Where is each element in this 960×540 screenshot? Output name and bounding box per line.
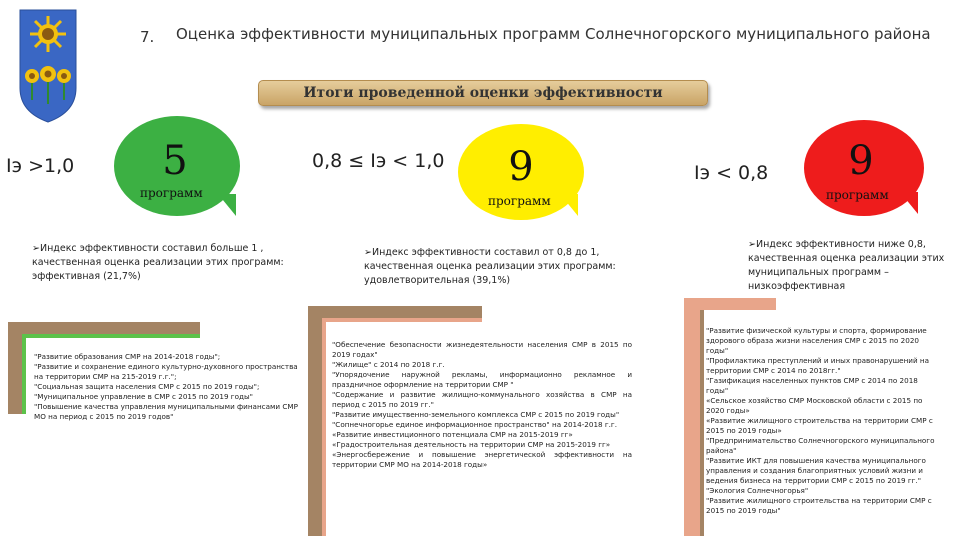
list-item: "Муниципальное управление в СМР с 2015 по 2019 годы" [34, 392, 253, 401]
program-list-high [34, 352, 306, 422]
list-item: "Жилище" с 2014 по 2018 г.г. [332, 360, 445, 369]
frame-bar [8, 322, 22, 414]
page-title: Оценка эффективности муниципальных программ Солнечногорского муниципального района [176, 25, 931, 43]
summary-low: ➢Индекс эффективности ниже 0,8, качественная оценка реализации этих муниципальных программ – низкоэффективная [748, 239, 945, 292]
circle-tail [900, 192, 918, 214]
condition-label-low: Iэ < 0,8 [694, 162, 769, 184]
list-item: "Развитие жилищного строительства на территории СМР с 2015 по 2019 годы" [706, 496, 932, 515]
list-item: "Развитие имущественно-земельного комплекса СМР с 2015 по 2019 годы" [332, 410, 620, 419]
list-item: «Развитие жилищного строительства на территории СМР с 2015 по 2019 годы» [706, 416, 933, 435]
coat-of-arms-icon [18, 8, 78, 124]
list-item: "Повышение качества управления муниципальными финансами СМР МО на период с 2015 по 2019 годов" [34, 402, 298, 421]
condition-label-high: Iэ >1,0 [6, 155, 75, 177]
list-item: "Социальная защита населения СМР с 2015 по 2019 годы"; [34, 382, 260, 391]
program-unit-yellow: программ [488, 194, 551, 208]
frame-bar [326, 318, 482, 322]
program-unit-green: программ [140, 186, 203, 200]
list-item: "Развитие ИКТ для повышения качества муниципального управления и создания благоприятных условий жизни и ведения бизнеса на территории СМР с 2015 по 2019 гг." [706, 456, 926, 485]
program-count-yellow: 9 [508, 144, 534, 190]
program-count-red: 9 [848, 138, 874, 184]
list-item: "Предпринимательство Солнечногорского муниципального района" [706, 436, 935, 455]
list-item: «Развитие инвестиционного потенциала СМР на 2015-2019 гг» [332, 430, 573, 439]
frame-bar [322, 318, 326, 536]
list-item: "Развитие и сохранение единого культурно-духовного пространства на территории СМР на 215-2019 г.г."; [34, 362, 298, 381]
list-item: «Сельское хозяйство СМР Московской области с 2015 по 2020 годы» [706, 396, 923, 415]
list-item: "Сопнечногорье единое информационное пространство" на 2014-2018 г.г. [332, 420, 617, 429]
list-item: "Развитие физической культуры и спорта, формирование здорового образа жизни населения СМР с 2015 по 2020 годы" [706, 326, 927, 355]
frame-bar [22, 334, 26, 414]
results-banner: Итоги проведенной оценки эффективности [258, 80, 708, 106]
frame-bar [26, 334, 200, 338]
slide-number: 7. [140, 28, 155, 46]
condition-label-mid: 0,8 ≤ Iэ < 1,0 [312, 150, 445, 172]
frame-bar [684, 298, 700, 536]
circle-tail [560, 194, 578, 216]
list-item: "Содержание и развитие жилищно-коммунального хозяйства в СМР на период с 2015 по 2019 гг." [332, 390, 632, 409]
program-list-mid [332, 340, 632, 470]
program-unit-red: программ [826, 188, 889, 202]
list-item: "Газификация населенных пунктов СМР с 2014 по 2018 годы" [706, 376, 918, 395]
program-count-green: 5 [162, 138, 188, 184]
list-item: «Градостроительная деятельность на территории СМР на 2015-2019 гг» [332, 440, 611, 449]
list-item: "Профилактика преступлений и иных правонарушений на территории СМР с 2014 по 2018гг." [706, 356, 930, 375]
frame-bar [700, 310, 704, 536]
summary-high: ➢Индекс эффективности составил больше 1 , качественная оценка реализации этих программ: эффективная (21,7%) [32, 243, 284, 282]
summary-mid: ➢Индекс эффективности составил от 0,8 до 1, качественная оценка реализации этих программ: удовлетворительная (39,1%) [364, 247, 616, 286]
frame-bar [684, 298, 776, 310]
list-item: "Экология Солнечногорья" [706, 486, 809, 495]
frame-bar [308, 306, 322, 536]
list-item: «Энергосбережение и повышение энергетической эффективности на территории СМР МО на 2014-2018 годы» [332, 450, 632, 469]
frame-bar [22, 322, 200, 334]
list-item: "Обеспечение безопасности жизнедеятельности населения СМР в 2015 по 2019 годах" [332, 340, 632, 359]
list-item: "Развитие образования СМР на 2014-2018 годы"; [34, 352, 221, 361]
list-item: "Упорядочение наружной рекламы, информационно рекламное и праздничное оформление на территории СМР " [332, 370, 632, 389]
program-list-low [706, 326, 938, 516]
circle-tail [218, 194, 236, 216]
frame-bar [322, 306, 482, 318]
